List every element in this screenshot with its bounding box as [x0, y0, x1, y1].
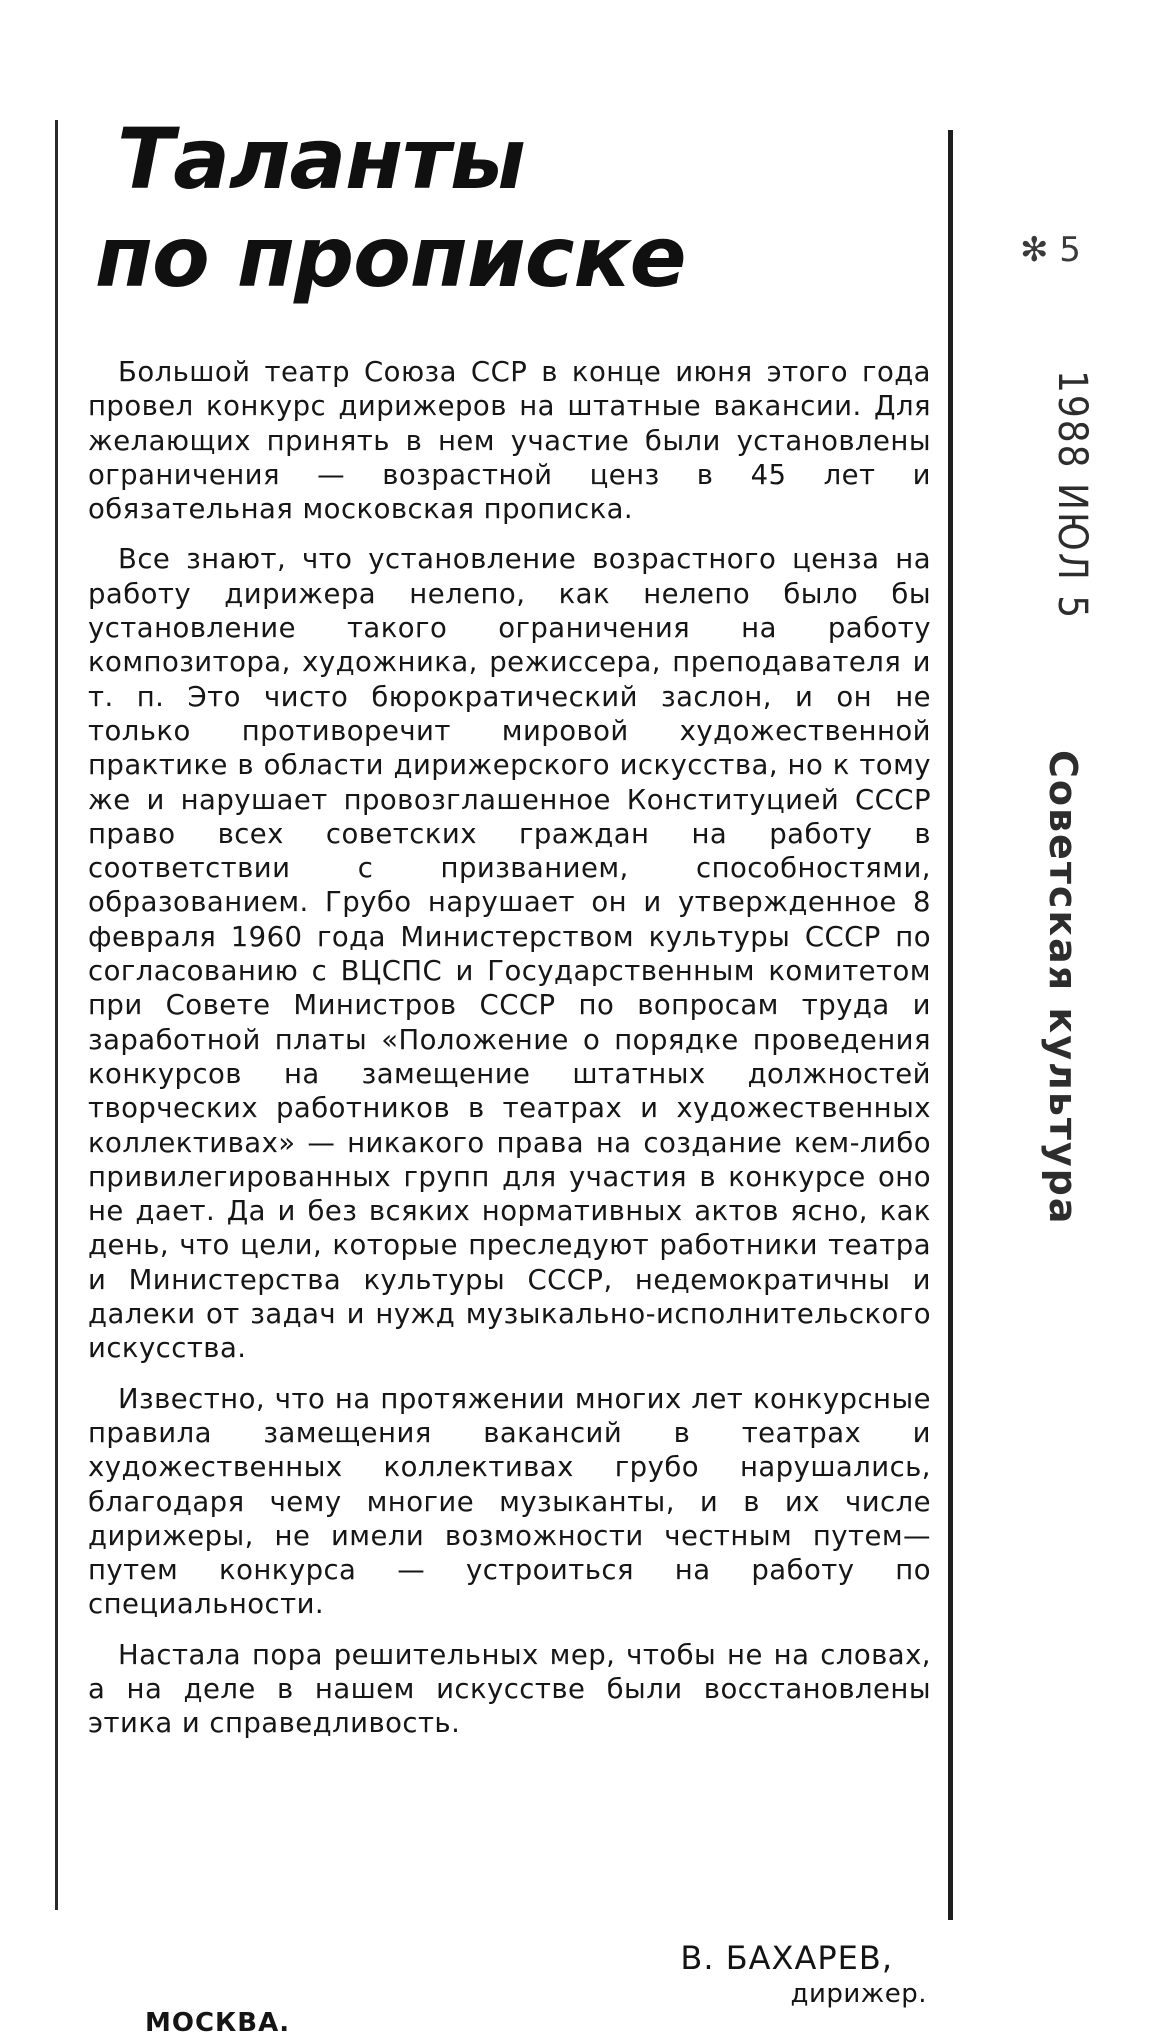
dateline-city: МОСКВА. — [145, 2008, 291, 2038]
paragraph-2: Все знают, что установление возрастного ценза на работу дирижера нелепо, как нелепо было бы установление такого ограничения на работу композитора, художника, режиссера, преподавателя и т. п. Это чисто бюрократический заслон, и он не только противоречит мировой художественной практике в области дирижерского искусства, но к тому же и нарушает провозглашенное Конституцией СССР право всех советских граждан на работу в соответствии с призванием, способностями, образованием. Грубо нарушает он и утвержденное 8 февраля 1960 года Министерством культуры СССР по согласованию с ВЦСПС и Государственным комитетом при Совете Министров СССР по вопросам труда и заработной платы «Положение о порядке проведения конкурсов на замещение штатных должностей творческих работников в театрах и художественных коллективах» — никакого права на создание кем-либо привилегированных групп для участия в конкурсе оно не дает. Да и без всяких нормативных актов ясно, как день, что цели, которые преследуют работники театра и Министерства культуры СССР, недемократичны и далеки от задач и нужд музыкально-исполнительского искусства. — [88, 543, 931, 1365]
paragraph-4: Настала пора решительных мер, чтобы не на словах, а на деле в нашем искусстве были восстановлены этика и справедливость. — [88, 1638, 931, 1740]
author-role: дирижер. — [790, 1979, 927, 2009]
title-line-2: по прописке — [95, 208, 686, 306]
author-name: В. БАХАРЕВ, — [680, 1939, 893, 1977]
article-body — [88, 355, 931, 1757]
stamp-newspaper-name: Советская культура — [1041, 750, 1085, 1226]
newspaper-clipping — [55, 110, 955, 2038]
byline — [427, 1938, 927, 2010]
archive-stamp — [985, 230, 1105, 1226]
column-rule-left — [55, 120, 58, 1910]
article-title — [95, 110, 686, 306]
title-line-1: Таланты — [117, 110, 525, 208]
paragraph-1: Большой театр Союза ССР в конце июня этого года провел конкурс дирижеров на штатные вакансии. Для желающих принять в нем участие были установлены ограничения — возрастной ценз в 45 лет и обязательная московская прописка. — [88, 356, 931, 526]
paragraph-3: Известно, что на протяжении многих лет конкурсные правила замещения вакансий в театрах и художественных коллективах грубо нарушались, благодаря чему многие музыканты, и в их числе дирижеры, не имели возможности честным путем—путем конкурса — устроиться на работу по специальности. — [88, 1382, 931, 1621]
stamp-mark: ✻ 5 — [1020, 230, 1081, 270]
column-rule-right — [948, 130, 953, 1920]
stamp-date: 1988 ИЮЛ 5 — [1049, 370, 1095, 621]
